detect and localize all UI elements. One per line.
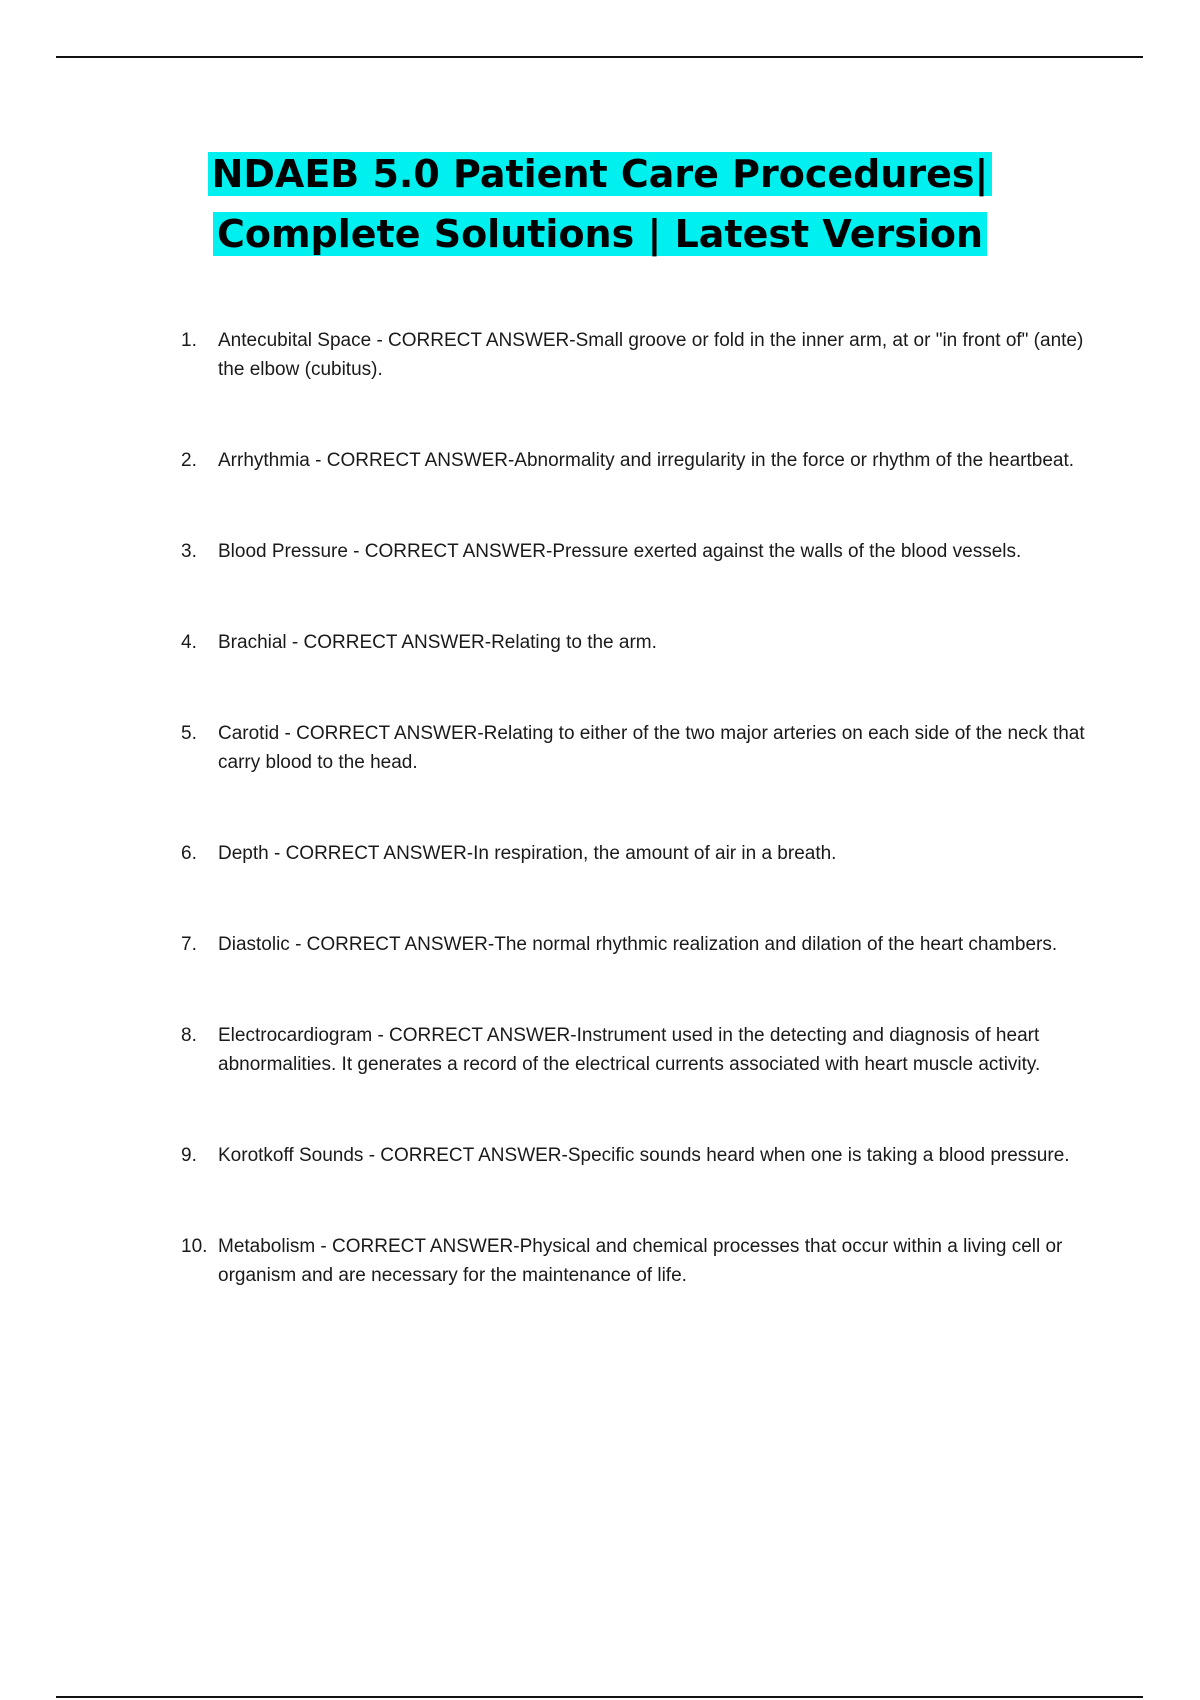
item-text: Antecubital Space - CORRECT ANSWER-Small groove or fold in the inner arm, at or "in front of" (ante) the elbow (cubitus).	[218, 330, 1084, 380]
list-item	[181, 1141, 1091, 1170]
item-text: Depth - CORRECT ANSWER-In respiration, the amount of air in a breath.	[218, 843, 837, 864]
item-number: 1.	[181, 330, 197, 351]
title-line-2: Complete Solutions | Latest Version	[213, 212, 987, 256]
qa-list	[181, 326, 1091, 1352]
list-item	[181, 446, 1091, 475]
item-number: 6.	[181, 843, 197, 864]
list-item	[181, 537, 1091, 566]
item-text: Electrocardiogram - CORRECT ANSWER-Instrument used in the detecting and diagnosis of heart abnormalities. It generates a record of the electrical currents associated with heart muscle activity.	[218, 1025, 1041, 1075]
top-rule	[56, 56, 1143, 58]
item-number: 2.	[181, 450, 197, 471]
item-text: Korotkoff Sounds - CORRECT ANSWER-Specific sounds heard when one is taking a blood pressure.	[218, 1145, 1070, 1166]
item-text: Carotid - CORRECT ANSWER-Relating to either of the two major arteries on each side of the neck that carry blood to the head.	[218, 723, 1085, 773]
list-item	[181, 1232, 1091, 1290]
list-item	[181, 719, 1091, 777]
item-number: 8.	[181, 1025, 197, 1046]
item-number: 10.	[181, 1236, 208, 1257]
item-number: 3.	[181, 541, 197, 562]
item-number: 4.	[181, 632, 197, 653]
item-number: 5.	[181, 723, 197, 744]
item-text: Diastolic - CORRECT ANSWER-The normal rhythmic realization and dilation of the heart chambers.	[218, 934, 1058, 955]
list-item	[181, 839, 1091, 868]
bottom-rule	[56, 1696, 1143, 1698]
item-text: Metabolism - CORRECT ANSWER-Physical and chemical processes that occur within a living cell or organism and are necessary for the maintenance of life.	[218, 1236, 1063, 1286]
title-line-1: NDAEB 5.0 Patient Care Procedures|	[208, 152, 993, 196]
item-number: 9.	[181, 1145, 197, 1166]
item-text: Brachial - CORRECT ANSWER-Relating to the arm.	[218, 632, 657, 653]
list-item	[181, 628, 1091, 657]
list-item	[181, 1021, 1091, 1079]
document-title	[0, 144, 1200, 264]
list-item	[181, 930, 1091, 959]
item-text: Blood Pressure - CORRECT ANSWER-Pressure exerted against the walls of the blood vessels.	[218, 541, 1022, 562]
item-text: Arrhythmia - CORRECT ANSWER-Abnormality and irregularity in the force or rhythm of the heartbeat.	[218, 450, 1075, 471]
item-number: 7.	[181, 934, 197, 955]
list-item	[181, 326, 1091, 384]
